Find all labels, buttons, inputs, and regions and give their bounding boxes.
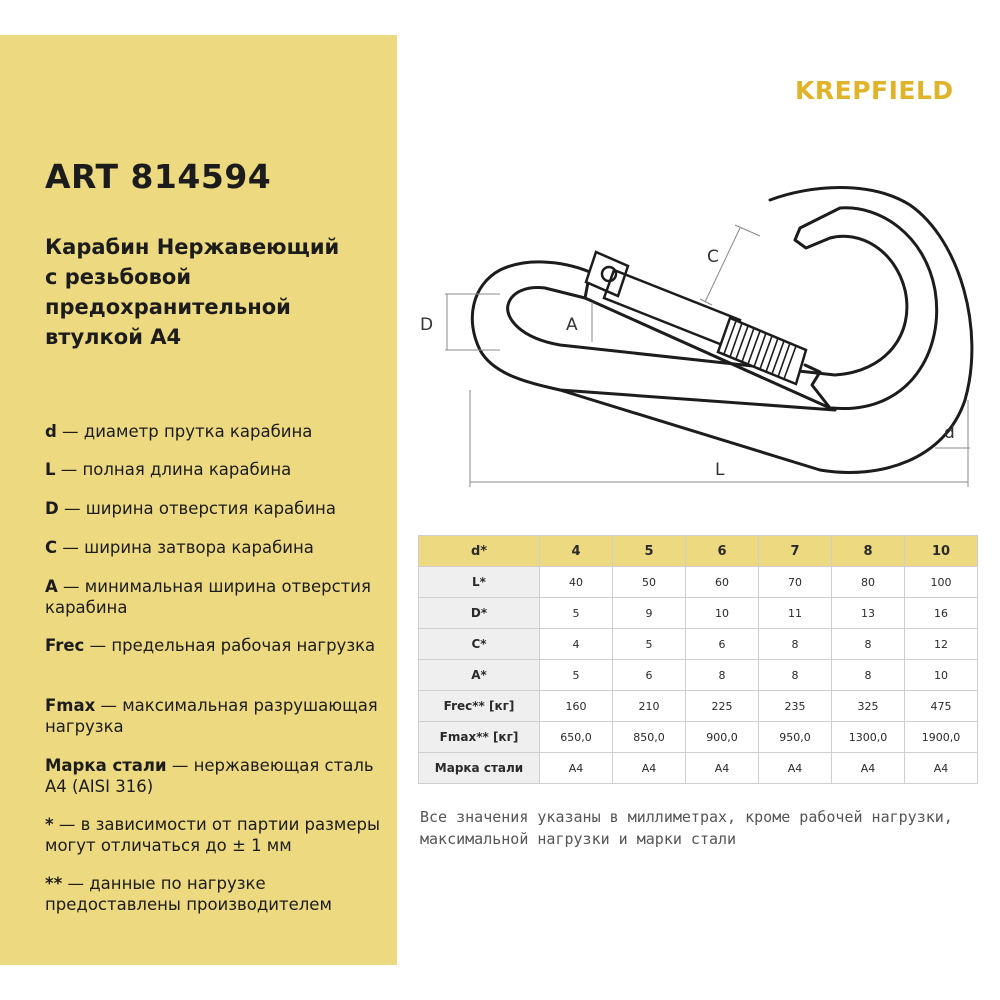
table-row (419, 722, 978, 753)
table-cell: 5 (540, 660, 613, 691)
row-label: Марка стали (419, 753, 540, 784)
table-cell: А4 (905, 753, 978, 784)
header-cell: 4 (540, 536, 613, 567)
threaded-sleeve (718, 318, 806, 384)
table-cell: А4 (613, 753, 686, 784)
table-cell: 40 (540, 567, 613, 598)
row-label: Fmax** [кг] (419, 722, 540, 753)
header-cell: 8 (832, 536, 905, 567)
specs-table (418, 535, 978, 784)
table-cell: 10 (905, 660, 978, 691)
legend-item: A — минимальная ширина отверстия карабина (45, 577, 371, 617)
table-cell: 8 (759, 629, 832, 660)
header-cell: 10 (905, 536, 978, 567)
table-row (419, 753, 978, 784)
table-cell: 225 (686, 691, 759, 722)
table-row (419, 660, 978, 691)
row-label: A* (419, 660, 540, 691)
table-cell: 1300,0 (832, 722, 905, 753)
brand-logo: KREPFIELD (795, 76, 954, 105)
table-cell: 325 (832, 691, 905, 722)
table-cell: 475 (905, 691, 978, 722)
header-cell: 6 (686, 536, 759, 567)
label-d-upper: D (420, 315, 434, 335)
table-cell: 8 (832, 629, 905, 660)
product-name-line: предохранительной (45, 295, 291, 319)
table-cell: 8 (832, 660, 905, 691)
table-cell: 16 (905, 598, 978, 629)
product-name-line: с резьбовой (45, 265, 192, 289)
header-cell: 7 (759, 536, 832, 567)
table-cell: 60 (686, 567, 759, 598)
table-cell: 5 (613, 629, 686, 660)
label-c: C (707, 247, 719, 267)
legend-item: C — ширина затвора карабина (45, 538, 314, 557)
legend-item: d — диаметр прутка карабина (45, 422, 313, 441)
units-note: Все значения указаны в миллиметрах, кроме рабочей нагрузки, максимальной нагрузки и марки стали (420, 808, 953, 848)
table-row (419, 567, 978, 598)
row-label: Frec** [кг] (419, 691, 540, 722)
table-cell: 9 (613, 598, 686, 629)
table-cell: 850,0 (613, 722, 686, 753)
table-cell: 11 (759, 598, 832, 629)
legend-item: * — в зависимости от партии размеры могут отличаться до ± 1 мм (45, 815, 381, 855)
product-name-line: втулкой А4 (45, 325, 182, 349)
table-cell: 210 (613, 691, 686, 722)
table-cell: А4 (832, 753, 905, 784)
label-a: A (566, 315, 578, 335)
legend-item: Марка стали — нержавеющая сталь А4 (AISI 316) (45, 756, 374, 796)
label-l: L (715, 460, 725, 480)
table-cell: 80 (832, 567, 905, 598)
table-cell: 5 (540, 598, 613, 629)
table-cell: А4 (759, 753, 832, 784)
legend-item: ** — данные по нагрузке предоставлены производителем (45, 874, 332, 914)
table-cell: 950,0 (759, 722, 832, 753)
table-cell: А4 (540, 753, 613, 784)
table-cell: 8 (759, 660, 832, 691)
carabiner-body (472, 188, 972, 473)
label-d-lower: d (944, 423, 955, 443)
table-row (419, 691, 978, 722)
table-header-row (419, 536, 978, 567)
product-name-line: Карабин Нержавеющий (45, 235, 340, 259)
table-row (419, 598, 978, 629)
table-cell: 13 (832, 598, 905, 629)
legend-item: L — полная длина карабина (45, 460, 292, 479)
table-cell: 4 (540, 629, 613, 660)
table-cell: А4 (686, 753, 759, 784)
row-label: D* (419, 598, 540, 629)
table-row (419, 629, 978, 660)
table-cell: 235 (759, 691, 832, 722)
table-cell: 8 (686, 660, 759, 691)
row-label: C* (419, 629, 540, 660)
table-cell: 6 (686, 629, 759, 660)
table-cell: 1900,0 (905, 722, 978, 753)
legend-item: Fmax — максимальная разрушающая нагрузка (45, 696, 378, 736)
table-cell: 100 (905, 567, 978, 598)
table-cell: 50 (613, 567, 686, 598)
legend-item: D — ширина отверстия карабина (45, 499, 336, 518)
table-cell: 12 (905, 629, 978, 660)
header-cell: d* (419, 536, 540, 567)
carabiner-diagram (410, 180, 990, 510)
table-cell: 6 (613, 660, 686, 691)
product-name (45, 232, 395, 352)
table-cell: 10 (686, 598, 759, 629)
row-label: L* (419, 567, 540, 598)
article-number: ART 814594 (45, 157, 272, 196)
header-cell: 5 (613, 536, 686, 567)
table-cell: 900,0 (686, 722, 759, 753)
table-cell: 70 (759, 567, 832, 598)
legend-item: Frec — предельная рабочая нагрузка (45, 636, 376, 655)
table-cell: 650,0 (540, 722, 613, 753)
table-cell: 160 (540, 691, 613, 722)
